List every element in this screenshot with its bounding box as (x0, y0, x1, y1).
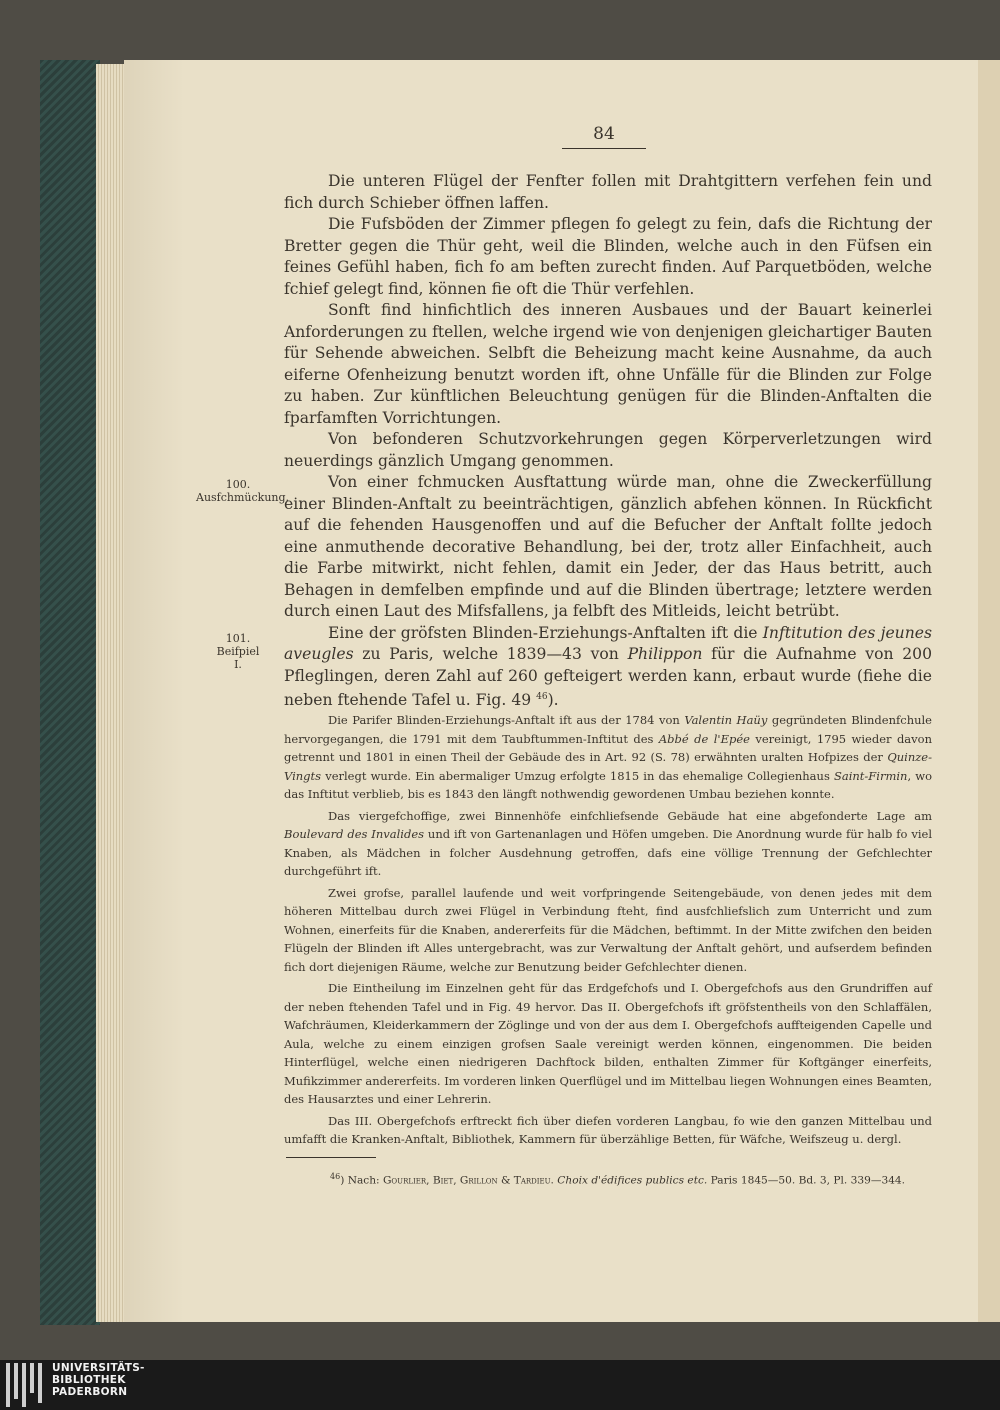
small-paragraph: Die Eintheilung im Einzelnen geht für das Erdgefchofs und I. Obergefchofs aus den Grundriffen auf der neben ftehenden Tafel und in Fig. 49 hervor. Das II. Obergefchofs ift gröfstentheils von den Schlaffälen, Wafchräumen, Kleiderkammern der Zöglinge und von der aus dem I. Obergefchofs auffteigenden Capelle und Aula, welche zu einem einzigen grofsen Saale vereinigt werden können, eingenommen. Die beiden Hinterflügel, welche einen niedrigeren Dachftock bilden, enthalten Zimmer für Koftgänger einerfeits, Mufikzimmer andererfeits. Im vorderen linken Querflügel und im Mittelbau liegen Wohnungen eines Beamten, des Hausarztes und einer Lehrerin. (284, 981, 932, 1106)
text-run: und ift von Gartenanlagen und Höfen umgeben. Die Anordnung wurde für halb fo viel Knaben, als Mädchen in folcher Ausdehnung getroffen, dafs eine völlige Trennung der Gefchlechter durchgeführt ift. (284, 827, 932, 878)
margin-note-number: 100. (225, 478, 251, 491)
footer-bar (0, 1360, 1000, 1410)
text-run: , wo das Inftitut verblieb, bis es 1843 den längft nothwendig gewordenen Umbau beziehen konnte. (284, 768, 932, 801)
page-number-rule (562, 148, 646, 149)
paragraph: Die Fufsböden der Zimmer pflegen fo gelegt zu fein, dafs die Richtung der Bretter gegen die Thür geht, weil die Blinden, welche auch in den Füfsen ein feines Gefühl haben, fich fo am beften zurecht finden. Auf Parquetböden, welche fchief gelegt find, können fie oft die Thür verfehlen. (284, 215, 932, 298)
small-paragraph: Das III. Obergefchofs erftreckt fich über diefen vorderen Langbau, fo wie den ganzen Mittelbau und umfafft die Kranken-Anftalt, Bibliothek, Kammern für überzählige Betten, für Wäfche, Weifszeug u. dergl. (284, 1113, 932, 1146)
text-run: Die Parifer Blinden-Erziehungs-Anftalt ift aus der 1784 von (328, 713, 685, 727)
margin-note-label: Beifpiel (216, 645, 260, 658)
text-run: Paris 1845—50. Bd. 3, Pl. 339—344. (707, 1174, 906, 1187)
italic-text: Boulevard des Invalides (284, 827, 425, 841)
footnote-number: 46 (330, 1172, 341, 1181)
small-text-block (284, 711, 932, 1152)
footnote-authors: Gourlier, Biet, Grillon & Tardieu. (382, 1174, 554, 1187)
text-run: für die Aufnahme von 200 Pfleglingen, deren Zahl auf 260 gefteigert werden kann, erbaut wurde (fiehe die neben ftehende Tafel u. Fig. 49 (284, 645, 932, 710)
text-run: ). (547, 691, 559, 710)
text-run: gegründeten Blindenfchule hervorgegangen, die 1791 mit dem Taubftummen-Inftitut des (284, 713, 932, 746)
paragraph: Von befonderen Schutzvorkehrungen gegen Körperverletzungen wird neuerdings gänzlich Umgang genommen. (284, 430, 932, 470)
page-edges (96, 64, 126, 1322)
small-paragraph (284, 807, 932, 881)
logo-line: UNIVERSITÄTS- (52, 1362, 145, 1374)
logo-line: BIBLIOTHEK (52, 1374, 126, 1386)
main-text (284, 171, 932, 712)
margin-note-number: 101. (225, 632, 251, 645)
footnote (330, 1170, 932, 1188)
italic-text: Inftitution des jeunes aveugles (284, 623, 932, 663)
page-number: 84 (593, 124, 615, 144)
library-logo-text (52, 1362, 145, 1398)
italic-text: Saint-Firmin (833, 768, 908, 783)
small-paragraph: Zwei grofse, parallel laufende und weit vorfpringende Seitengebäude, von denen jedes mit dem höheren Mittelbau durch zwei Flügel in Verbindung fteht, find ausfchliefslich zum Unterricht und zum Wohnen, einerfeits für die Knaben, andererfeits für die Mädchen, beftimmt. In der Mitte zwifchen den beiden Flügeln der Blinden ift Alles untergebracht, was zur Verwaltung der Anftalt gehört, und aufserdem befinden fich dort diejenigen Räume, welche zur Benutzung beider Gefchlechter dienen. (284, 885, 932, 974)
text-run: Das viergefchoffige, zwei Binnenhöfe einfchliefsende Gebäude hat eine abgefonderte Lage am (328, 808, 932, 823)
text-run: Eine der gröfsten Blinden-Erziehungs-Anftalten ift die (328, 623, 763, 642)
italic-text: Valentin Haüy (684, 713, 768, 727)
library-logo-icon (6, 1363, 46, 1407)
next-page-edge (978, 60, 1000, 1322)
text-run: ) Nach: (340, 1174, 383, 1187)
paragraph: Von einer fchmucken Ausftattung würde man, ohne die Zweckerfüllung einer Blinden-Anftalt zu beeinträchtigen, gänzlich abfehen können. In Rückficht auf die fehenden Hausgenoffen und auf die Befucher der Anftalt follte jedoch eine anmuthende decorative Behandlung, bei der, trotz aller Einfachheit, auch die Farbe mitwirkt, nicht fehlen, damit ein Jeder, der das Haus betritt, auch Behagen in demfelben empfinde und auf die Blinden übertrage; letztere werden durch einen Laut des Mifsfallens, ja felbft des Mitleids, leicht betrübt. (284, 473, 932, 620)
italic-text: Quinze-Vingts (284, 750, 932, 783)
italic-text: Philippon (627, 645, 703, 663)
book-cover (40, 60, 100, 1325)
footnote-rule (286, 1157, 376, 1158)
text-run: zu Paris, welche 1839—43 von (353, 645, 628, 663)
footnote-reference: 46 (536, 692, 548, 702)
margin-note-100 (196, 478, 290, 504)
footnote-title: Choix d'édifices publics etc. (557, 1174, 708, 1187)
paragraph: Die unteren Flügel der Fenfter follen mit Drahtgittern verfehen fein und fich durch Schieber öffnen laffen. (284, 172, 932, 212)
paragraph (284, 623, 932, 712)
margin-note-label: Ausfchmückung. (196, 491, 290, 504)
margin-note-sub: I. (234, 658, 242, 671)
paragraph: Sonft find hinfichtlich des inneren Ausbaues und der Bauart keinerlei Anforderungen zu ftellen, welche irgend wie von denjenigen gleichartiger Bauten für Sehende abweichen. Selbft die Beheizung macht keine Ausnahme, da auch eiferne Ofenheizung benutzt worden ift, ohne Unfälle für die Blinden zur Folge zu haben. Zur künftlichen Beleuchtung genügen für die Blinden-Anftalten die fparfamften Vorrichtungen. (284, 301, 932, 427)
margin-note-101 (196, 632, 280, 671)
text-run: verlegt wurde. Ein abermaliger Umzug erfolgte 1815 in das ehemalige Collegienhaus (321, 768, 834, 783)
italic-text: Abbé de l'Epée (658, 731, 750, 746)
small-paragraph (284, 711, 932, 804)
text-run: vereinigt, 1795 wieder davon getrennt und 1801 in einen Theil der Gebäude des in Art. 92 (S. 78) erwähnten uralten Hofpizes der (284, 731, 932, 764)
logo-line: PADERBORN (52, 1386, 128, 1398)
